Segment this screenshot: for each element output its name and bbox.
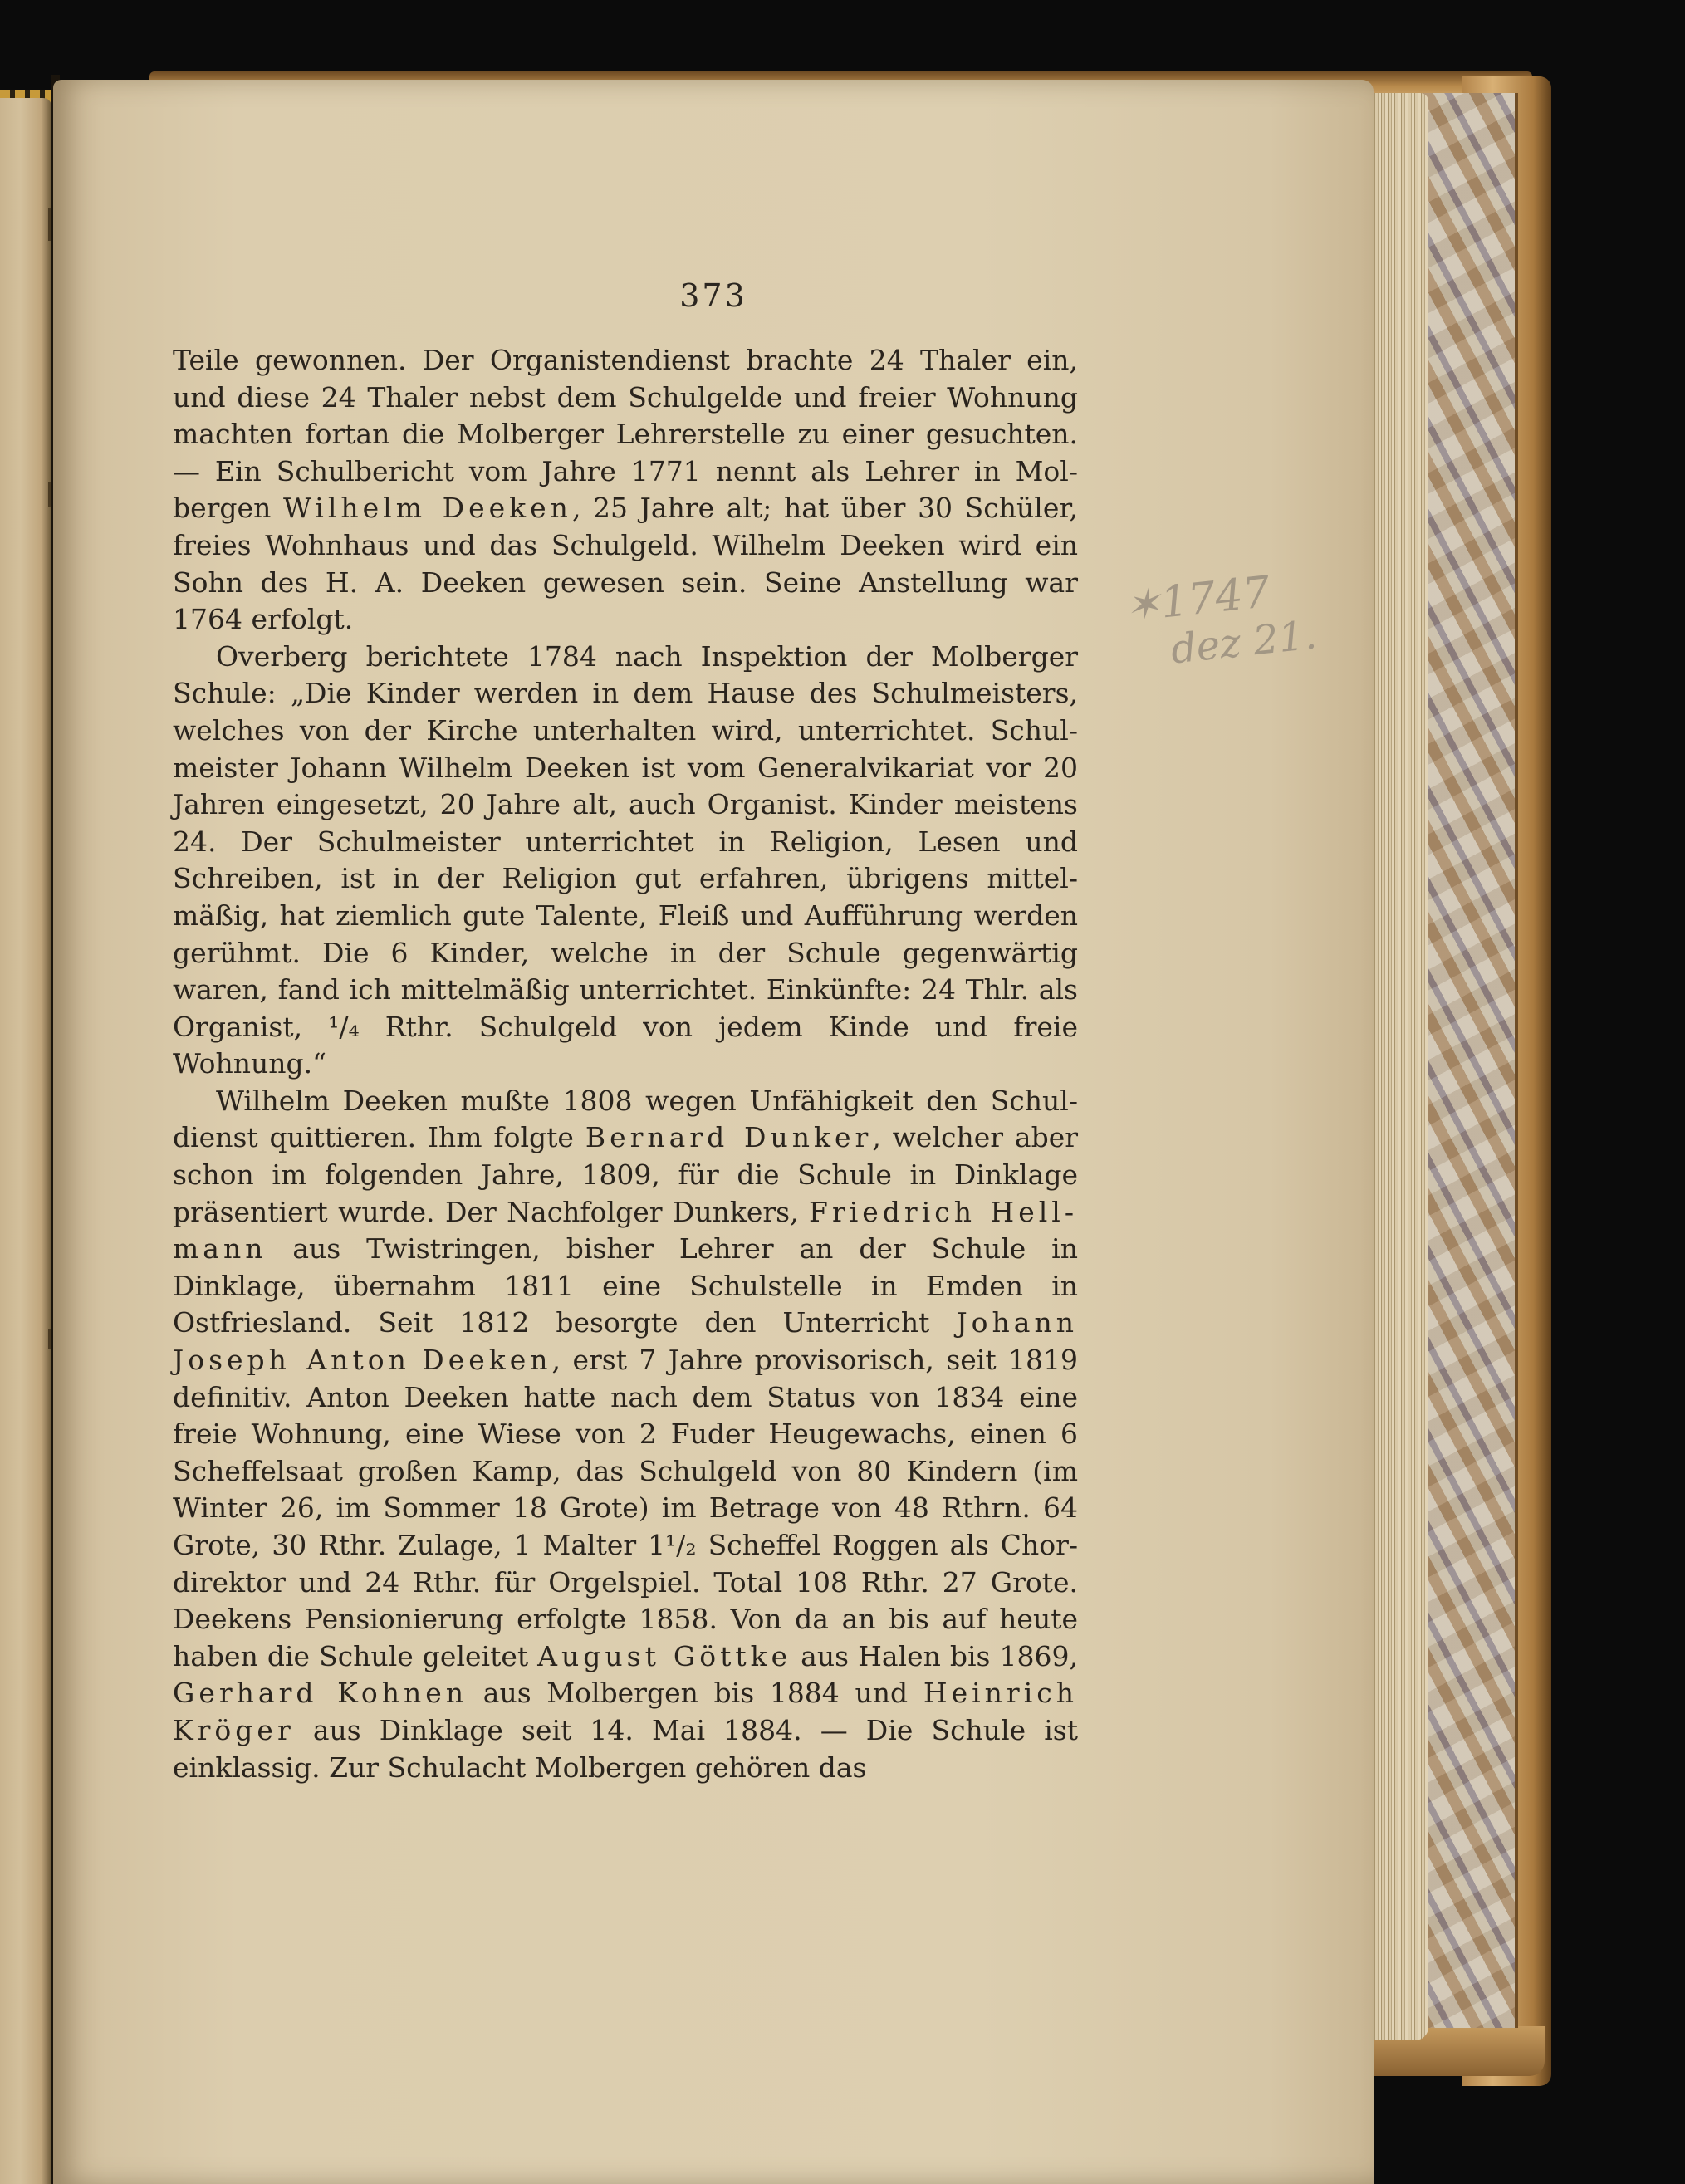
text-line: im Sommer 18 Grote) im Betrage von 48 Rthrn. 64 Grote,	[173, 1491, 1078, 1561]
previous-page-edge	[0, 98, 51, 2184]
text-line: waren, fand ich mittelmäßig unterrichtet. Einkünfte: 24 Thlr.	[173, 973, 1030, 1006]
text-line: Schule: „Die Kinder werden in dem Hause des Schulmeisters,	[173, 677, 1078, 710]
person-name: Heinrich Kröger	[173, 1677, 1078, 1746]
text-line-part: aus Twistringen, bisher Lehrer an der Schule in Dinklage,	[173, 1232, 1078, 1302]
text-line: und diese 24 Thaler nebst dem Schulgelde und freier Wohnung	[173, 380, 1078, 414]
text-line: als Organist, ¹/₄ Rthr. Schulgeld von jedem Kinde und freie	[173, 973, 1078, 1043]
person-name: mann	[173, 1232, 267, 1266]
text-line: gerühmt. Die 6 Kinder, welche in der Schule gegenwärtig	[173, 936, 1078, 969]
text-line-part: dienst quittieren. Ihm folgte	[173, 1121, 585, 1154]
text-line: Wilhelm Deeken mußte 1808 wegen Unfähigkeit den Schul-	[216, 1084, 1078, 1117]
pencil-annotation-line-2: dez 21.	[1168, 611, 1320, 673]
text-line: mäßig, hat ziemlich gute Talente, Fleiß und Aufführung werden	[173, 899, 1078, 932]
text-line: und Schreiben, ist in der Religion gut erfahren, übrigens mittel-	[173, 825, 1079, 895]
person-name: Bernard Dunker	[585, 1121, 873, 1154]
text-line: Wohnung.“	[173, 1047, 327, 1080]
text-line: Overberg berichtete 1784 nach Inspektion der Molberger	[216, 639, 1078, 673]
text-line: Schule ist einklassig. Zur Schulacht Molbergen gehören das	[173, 1713, 1079, 1784]
text-line-part: bergen	[173, 492, 283, 525]
person-name: August Göttke	[537, 1639, 792, 1672]
text-line-part: aus	[791, 1639, 850, 1672]
paragraph-1	[173, 342, 1078, 639]
text-line: meister Johann Wilhelm Deeken ist vom Generalvikariat vor	[173, 751, 1031, 784]
marbled-endpaper	[1422, 93, 1518, 2028]
text-line: freies Wohnhaus und das Schulgeld. Wilhelm Deeken wird ein	[173, 528, 1078, 561]
text-line: großen Kamp, das Schulgeld von 80 Kindern (im Winter 26,	[173, 1454, 1078, 1525]
text-line: Ein Schulbericht vom Jahre 1771 nennt als Lehrer in Mol-	[214, 454, 1078, 487]
person-name: Deeken	[422, 1344, 552, 1377]
text-line-part: , 25 Jahre alt; hat über 30 Schüler,	[571, 492, 1078, 525]
text-line-part: aus Molbergen bis 1884	[468, 1677, 840, 1710]
page-number: 373	[679, 277, 747, 314]
text-line: übernahm 1811 eine Schulstelle in Emden in Ostfriesland.	[173, 1269, 1078, 1339]
text-line: direktor und 24 Rthr. für Orgelspiel. Total 108 Rthr. 27	[173, 1565, 977, 1599]
text-line: Grote. Deekens Pensionierung erfolgte 1858. Von da an	[173, 1565, 1078, 1636]
text-line-part: bis auf heute haben die Schule geleitet	[173, 1603, 1078, 1672]
text-line-part: , erst 7 Jahre provisorisch, seit 1819 definitiv. Anton	[173, 1344, 1078, 1413]
text-line-part: Halen bis 1869,	[858, 1639, 1078, 1672]
text-line-part: , welcher aber	[872, 1121, 1079, 1154]
person-name: Johann Joseph Anton	[173, 1306, 1078, 1377]
text-line: schon im folgenden Jahre, 1809, für die Schule in Dinklage	[173, 1158, 1078, 1192]
text-line-part: aus Dinklage seit 14. Mai 1884. — Die	[294, 1713, 914, 1746]
person-name: Wilhelm Deeken	[282, 492, 572, 525]
margin-mark	[48, 482, 51, 507]
text-line: machten fortan die Molberger Lehrerstelle zu einer gesuchten. —	[173, 418, 1078, 487]
text-line: Deeken hatte nach dem Status von 1834 eine freie Wohnung,	[173, 1380, 1078, 1451]
text-line: 1764 erfolgt.	[173, 603, 354, 636]
text-line: welches von der Kirche unterhalten wird, unterrichtet. Schul-	[173, 713, 1078, 747]
text-line-part: und	[855, 1677, 923, 1710]
book-page	[53, 80, 1374, 2184]
pencil-annotation	[1122, 563, 1324, 698]
page-body-text	[173, 342, 1078, 1786]
text-line: meistens 24. Der Schulmeister unterrichtet in Religion, Lesen	[173, 788, 1078, 858]
paragraph-3	[173, 1083, 1078, 1786]
text-line: 20 Jahren eingesetzt, 20 Jahre alt, auch Organist. Kinder	[173, 751, 1078, 821]
person-name: Friedrich Hell-	[809, 1195, 1078, 1228]
margin-mark	[48, 1329, 51, 1349]
paragraph-2	[173, 639, 1078, 1083]
text-line: eine Wiese von 2 Fuder Heugewachs, einen 6 Scheffelsaat	[173, 1418, 1079, 1487]
pencil-annotation-line-1: ✶1747	[1122, 567, 1273, 633]
text-line: Teile gewonnen. Der Organistendienst brachte 24 Thaler ein,	[173, 344, 1078, 376]
text-line-part: Seit 1812 besorgte den Unterricht	[378, 1306, 957, 1339]
text-line: Sohn des H. A. Deeken gewesen sein. Seine Anstellung war	[173, 566, 1078, 599]
person-name: Gerhard Kohnen	[173, 1677, 468, 1710]
margin-mark	[48, 208, 51, 241]
text-line-part: präsentiert wurde. Der Nachfolger Dunkers,	[173, 1195, 810, 1228]
text-line: 30 Rthr. Zulage, 1 Malter 1¹/₂ Scheffel Roggen als Chor-	[272, 1529, 1078, 1561]
